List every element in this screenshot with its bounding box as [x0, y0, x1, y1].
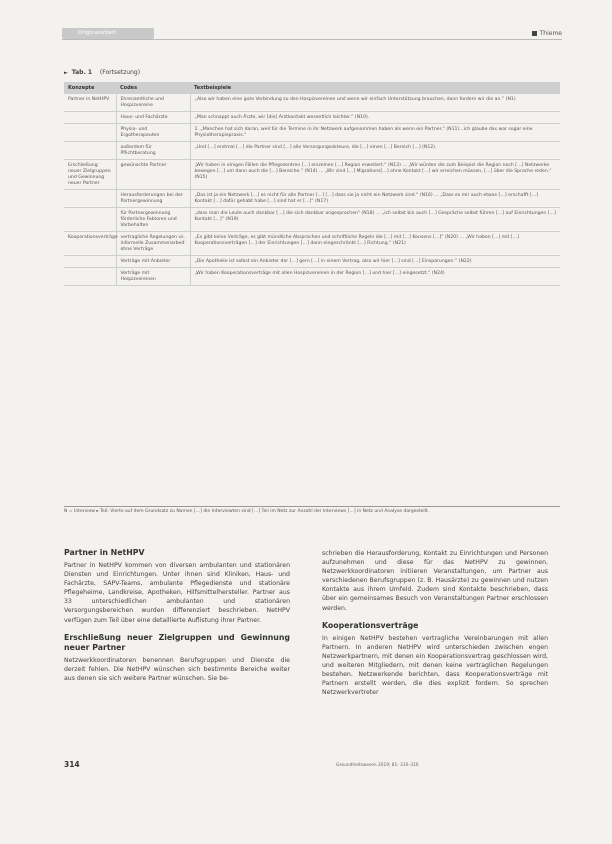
concept-cell	[64, 112, 116, 124]
code-cell: Verträge mit Hospizvereinen	[116, 268, 190, 286]
page-number: 314	[64, 760, 80, 769]
code-cell: Herausforderungen bei der Partnergewinnung	[116, 190, 190, 208]
body-paragraph: In einigen NetHPV bestehen vertragliche Vereinbarungen mit allen Partnern. In anderen NetHPV wird unterschieden zwischen engen Netzwerkpartnern, mit denen ein Kooperationsvertrag geschlossen wird, und weiteren Mitgliedern, mit denen keine vertraglichen Regelungen bestehen. Netzwerkende berichten, dass Kooperationsverträge mit Partnern erstellt werden, die dies explizit fordern. So sprechen Netzwerkvertreter	[322, 634, 548, 697]
code-cell: vertragliche Regelungen vs. informelle Zusammenarbeit ohne Verträge	[116, 232, 190, 256]
section-heading: Erschließung neuer Zielgruppen und Gewinnung neuer Partner	[64, 632, 290, 652]
section-tab: Originalarbeit	[62, 28, 154, 39]
header-examples: Textbeispiele	[190, 82, 560, 94]
table-body	[64, 94, 560, 286]
body-paragraph: Netzwerkkoordinatoren benennen Berufsgruppen und Dienste die derzeit fehlen. Die NetHPV wünschen sich bestimmte Bereiche weiter aus denen sie sich weitere Partner wünschen. Sie be-	[64, 656, 290, 682]
example-cell: „Wir haben Kooperationsverträge mit allen Hospizvereinen in der Region […] und hier […] eingesetzt.“ (N24)	[190, 268, 560, 286]
codes-table	[64, 82, 560, 286]
header-codes: Codes	[116, 82, 190, 94]
example-cell: „Man schnappt auch Ärzte, wir [die] Arztkontakt wesentlich leichter.“ (N10).	[190, 112, 560, 124]
code-cell: außerdem für Pflichtberatung	[116, 142, 190, 160]
journal-citation: Gesundheitswesen 2019; 81: 310–316	[336, 763, 419, 768]
example-cell: „Das ist ja ein Netzwerk […] es nicht für alle Partner […] […] dass sie ja nicht ein Netzwerk sind.“ (N16) … „Dass es mir auch etwas […] erschafft […] Kontakt […] dafür gehabt habe […] sind hat er […]“ (N17)	[190, 190, 560, 208]
table-row	[64, 160, 560, 190]
concept-cell	[64, 124, 116, 142]
code-cell: für Partnergewinnung förderliche Faktoren und Vorbehalten	[116, 208, 190, 232]
section-heading: Kooperationsverträge	[322, 620, 419, 630]
table-row	[64, 208, 560, 232]
concept-cell: Partner in NetHPV	[64, 94, 116, 112]
table-row	[64, 190, 560, 208]
table-caption-text: (Fortsetzung)	[99, 69, 141, 76]
example-cell: „Die Apotheke ist selbst ein Anbieter der […] gern […] in einem Vertrag, also wir hier […] sind […] Einsparungen.“ (N22)	[190, 256, 560, 268]
concept-cell	[64, 256, 116, 268]
table-row	[64, 256, 560, 268]
table-row	[64, 232, 560, 256]
table-row	[64, 94, 560, 112]
header-rule	[62, 39, 562, 40]
code-cell: Physio- und Ergotherapeuten	[116, 124, 190, 142]
example-cell: „dass man die Leute auch dankbar […] die sich dankbar angesprochen“ (N18) … „ich selbst bin auch […] Gespräche selbst führen […] auf Einrichtungen […] Kontakt […]“ (N19)	[190, 208, 560, 232]
concept-cell	[64, 190, 116, 208]
concept-cell: Kooperationsverträge	[64, 232, 116, 256]
table-label: Tab. 1	[71, 69, 92, 76]
table-header-row	[64, 82, 560, 94]
table-row	[64, 268, 560, 286]
publisher-mark	[532, 28, 562, 39]
page-header	[62, 28, 562, 39]
table-row	[64, 112, 560, 124]
code-cell: Ehrenamtliche und Hospizvereine	[116, 94, 190, 112]
code-cell: Verträge mit Anbieter	[116, 256, 190, 268]
example-cell: „Und […] erstmal […] die Partner sind […] alle Versorgungsakteure, die […] einen […] Bereich […] (N12).	[190, 142, 560, 160]
header-concepts: Konzepte	[64, 82, 116, 94]
caption-triangle-icon: ►	[64, 70, 68, 76]
publisher-name: Thieme	[539, 30, 562, 37]
body-column-left	[64, 548, 290, 691]
body-paragraph: Partner in NetHPV kommen von diversen ambulanten und stationären Diensten und Einrichtungen. Unter ihnen sind Kliniken, Haus- und Fachärzte, SAPV-Teams, ambulante Pflegedienste und stationäre Pflegeheime, Landkreise, Apotheken, Hilfsmittelhersteller. Partner aus 33 unterschiedlichen ambulanten und stationären Versorgungsbereichen wurden differenziert beschrieben. NetHPV verfügen zum Teil über eine detaillierte Auflistung ihrer Partner.	[64, 562, 290, 624]
publisher-logo-icon	[532, 31, 537, 36]
concept-cell	[64, 142, 116, 160]
table-row	[64, 142, 560, 160]
table-bottom-rule	[64, 506, 560, 507]
table-row	[64, 124, 560, 142]
section-heading: Partner in NetHPV	[64, 548, 145, 557]
table-caption	[64, 69, 140, 76]
code-cell: Haus- und Fachärzte	[116, 112, 190, 124]
body-column-right	[322, 549, 548, 705]
example-cell: „Es gibt keine Verträge, es gibt mündliche Absprachen und schriftliche Regeln die […] mit […] Konsens […]“ (N20) … „Wir haben […] mit […] Kooperationsverträgen […] der Einrichtungen […] dann eingeschränkt […] Richtung.“ (N21)	[190, 232, 560, 256]
example-cell: „Wir haben in einigen Fällen die Pflegezentren […] einzelnen […] Region erweitert.“ (N13) … „Wir würden die zum Beispiel die Region noch […] Netzwerke bewegen […] um dann auch die […] Bereiche.“ (N14) … „Wir sind […] Migrations[…] ohne Kontakt […] wir erreichen müssen, […] über die Sprache reden.“ (N15)	[190, 160, 560, 190]
concept-cell	[64, 208, 116, 232]
table-footnote: N = Interview ▸ Teil: Vierte auf dem Grundsatz zu Namen […] die Interviewten sind […] Teil im Netz zur Anzahl der Interviews […] in Netz und Analyse dargestellt.	[64, 509, 430, 514]
code-cell: gewünschte Partner	[116, 160, 190, 190]
concept-cell: Erschließung neuer Zielgruppen und Gewinnung neuer Partner	[64, 160, 116, 190]
concept-cell	[64, 268, 116, 286]
example-cell: „Also wir haben eine gute Verbindung zu den Hospizvereinen und wenn wir einfach Unterstützung brauchen, dann fordern wir die an.“ (N1)	[190, 94, 560, 112]
body-paragraph: schrieben die Herausforderung, Kontakt zu Einrichtungen und Personen aufzunehmen und diese für das NetHPV zu gewinnen. Netzwerkkoordinatoren initiieren Veranstaltungen, um Partner aus verschiedenen Berufsgruppen (z. B. Hausärzte) zu gewinnen und nutzen Kontakte aus ihrem Umfeld. Zudem sind Kontakte beschrieben, dass über ein gemeinsames Besuch von Veranstaltungen Partner erschlossen werden.	[322, 550, 548, 612]
example-cell: 1. „Manchen hat sich daran, weil für die Termine in ihr Netzwerk aufgenommen haben als wenn ein Partner.“ (N11)...ich glaube das war sogar eine Physiotherapiepraxis.“	[190, 124, 560, 142]
